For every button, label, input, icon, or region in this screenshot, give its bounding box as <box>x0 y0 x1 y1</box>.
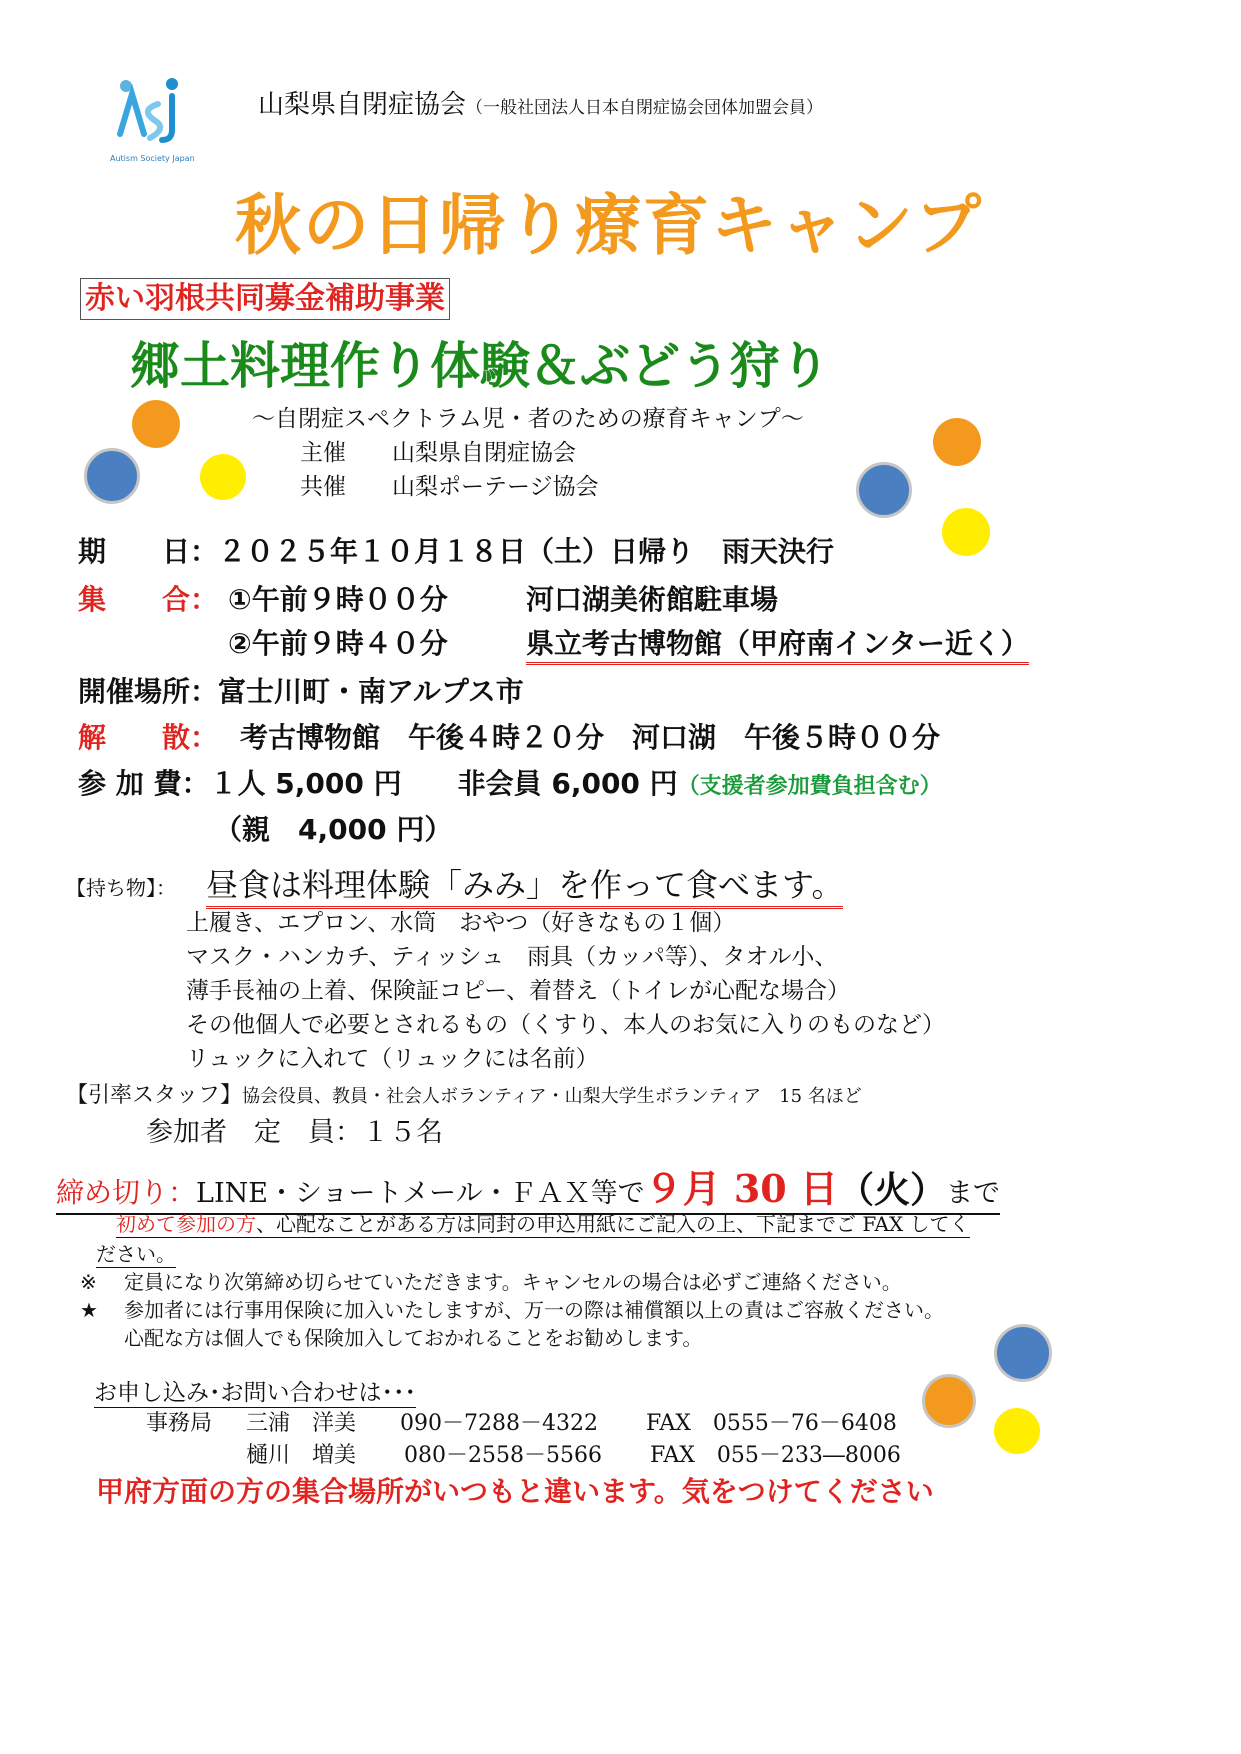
belongings-headline: 昼食は料理体験「みみ」を作って食べます。 <box>206 860 843 909</box>
host-label: 主催 <box>300 440 346 466</box>
org-name <box>258 84 823 121</box>
fee-label: 参 加 費： <box>78 767 210 800</box>
footer-notice: 甲府方面の方の集合場所がいつもと違います。気をつけてください <box>96 1475 934 1508</box>
decor-dot-yellow-3 <box>994 1408 1040 1454</box>
note-row <box>80 1294 944 1323</box>
belongings-item: その他個人で必要とされるもの（くすり、本人のお気に入りのものなど） <box>186 1012 945 1038</box>
meet-label: 集 合： <box>78 583 219 616</box>
meet1-place: 河口湖美術館駐車場 <box>526 583 779 616</box>
belongings-list <box>186 906 945 1076</box>
first-time-line2: ださい。 <box>96 1238 176 1268</box>
dismiss-label: 解 散： <box>78 721 219 754</box>
venue-value: 富士川町・南アルプス市 <box>218 675 524 708</box>
logo-caption: Autism Society Japan <box>110 154 195 163</box>
cohost-line <box>300 468 599 501</box>
org-note: （一般社団法人日本自閉症協会団体加盟会員） <box>466 98 824 118</box>
asj-logo <box>110 74 195 166</box>
org-name-text: 山梨県自閉症協会 <box>258 90 467 120</box>
belongings-item: 上履き、エプロン、水筒 おやつ（好きなもの１個） <box>186 910 736 936</box>
staff-row <box>66 1078 862 1109</box>
page-title: 秋の日帰り療育キャンプ <box>235 187 983 264</box>
fee-parent: （親 4,000 円） <box>214 813 453 846</box>
fee-nonmember: 非会員 6,000 円 <box>457 767 678 800</box>
cohost-label: 共催 <box>300 474 346 500</box>
first-time-note <box>116 1208 970 1238</box>
first-time-lead: 初めて参加の方 <box>116 1212 256 1236</box>
date-value: ２０２５年１０月１８日（土）日帰り 雨天決行 <box>218 535 835 568</box>
dismiss-value: 考古博物館 午後４時２０分 河口湖 午後５時００分 <box>240 721 941 754</box>
contact-phone: 080－2558－5566 <box>404 1443 602 1468</box>
fee-note: （支援者参加費負担含む） <box>677 774 942 799</box>
belongings-item: リュックに入れて（リュックには名前） <box>186 1046 599 1072</box>
note-text: 心配な方は個人でも保険加入しておかれることをお勧めします。 <box>124 1326 703 1350</box>
contact-fax: FAX 055－233―8006 <box>650 1443 901 1468</box>
asj-logo-icon <box>110 74 190 154</box>
contact-heading: お申し込み･お問い合わせは･･･ <box>94 1374 416 1408</box>
event-subtitle: 郷土料理作り体験＆ぶどう狩り <box>130 337 830 395</box>
host-line <box>300 434 576 467</box>
deadline-weekday: （火） <box>837 1169 946 1211</box>
host-name: 山梨県自閉症協会 <box>392 440 576 466</box>
tagline: ～自閉症スペクトラム児・者のための療育キャンプ～ <box>252 406 804 432</box>
deadline-method: LINE・ショートメール・ＦＡＸ等で <box>196 1178 645 1209</box>
note-row <box>80 1266 902 1295</box>
meet2-time: ②午前９時４０分 <box>228 627 448 660</box>
decor-dot-yellow-2 <box>942 508 990 556</box>
first-time-rest: 、心配なことがある方は同封の申込用紙にご記入の上、下記までご FAX してく <box>256 1212 970 1236</box>
contact-office-label: 事務局 <box>146 1411 213 1436</box>
belongings-item: マスク・ハンカチ、ティッシュ 雨具（カッパ等）、タオル小、 <box>186 944 838 970</box>
contact-name: 三浦 洋美 <box>246 1411 357 1436</box>
note-mark: ※ <box>80 1270 97 1294</box>
subsidy-badge: 赤い羽根共同募金補助事業 <box>80 278 450 320</box>
contact-fax: FAX 0555－76－6408 <box>646 1411 897 1436</box>
belongings-item: 薄手長袖の上着、保険証コピー、着替え（トイレが心配な場合） <box>186 978 851 1004</box>
date-label: 期 日： <box>78 535 219 568</box>
deadline-label: 締め切り： <box>56 1176 197 1209</box>
decor-dot-blue-1 <box>84 448 140 504</box>
note-text: 参加者には行事用保険に加入いたしますが、万一の際は補償額以上の責はご容赦ください。 <box>124 1298 944 1322</box>
note-text: 定員になり次第締め切らせていただきます。キャンセルの場合は必ずご連絡ください。 <box>124 1270 902 1294</box>
capacity: 参加者 定 員：１５名 <box>146 1117 443 1148</box>
deadline-suffix: まで <box>945 1178 1000 1209</box>
meet2-place: 県立考古博物館（甲府南インター近く） <box>526 622 1029 665</box>
deadline-row <box>56 1158 1000 1215</box>
star-icon: ★ <box>80 1298 98 1322</box>
meet1-time: ①午前９時００分 <box>228 583 448 616</box>
venue-row <box>78 670 524 710</box>
belongings-label: 【持ち物】： <box>66 876 176 900</box>
decor-dot-yellow-1 <box>200 454 246 500</box>
fee-row <box>78 762 942 802</box>
decor-dot-orange-3 <box>922 1374 976 1428</box>
date-row <box>78 530 834 570</box>
venue-label: 開催場所： <box>78 675 219 708</box>
staff-value: 協会役員、教員・社会人ボランティア・山梨大学生ボランティア 15 名ほど <box>242 1086 862 1107</box>
fee-member: １人 5,000 円 <box>209 767 402 800</box>
contact-name: 樋川 増美 <box>246 1443 357 1468</box>
staff-label: 【引率スタッフ】 <box>66 1083 243 1108</box>
decor-dot-orange-1 <box>132 400 180 448</box>
note-row <box>80 1322 702 1351</box>
decor-dot-blue-3 <box>994 1324 1052 1382</box>
decor-dot-blue-2 <box>856 462 912 518</box>
cohost-name: 山梨ポーテージ協会 <box>392 474 599 500</box>
decor-dot-orange-2 <box>933 418 981 466</box>
deadline-date: ９月 30 日 <box>644 1166 838 1211</box>
contact-phone: 090－7288－4322 <box>400 1411 598 1436</box>
